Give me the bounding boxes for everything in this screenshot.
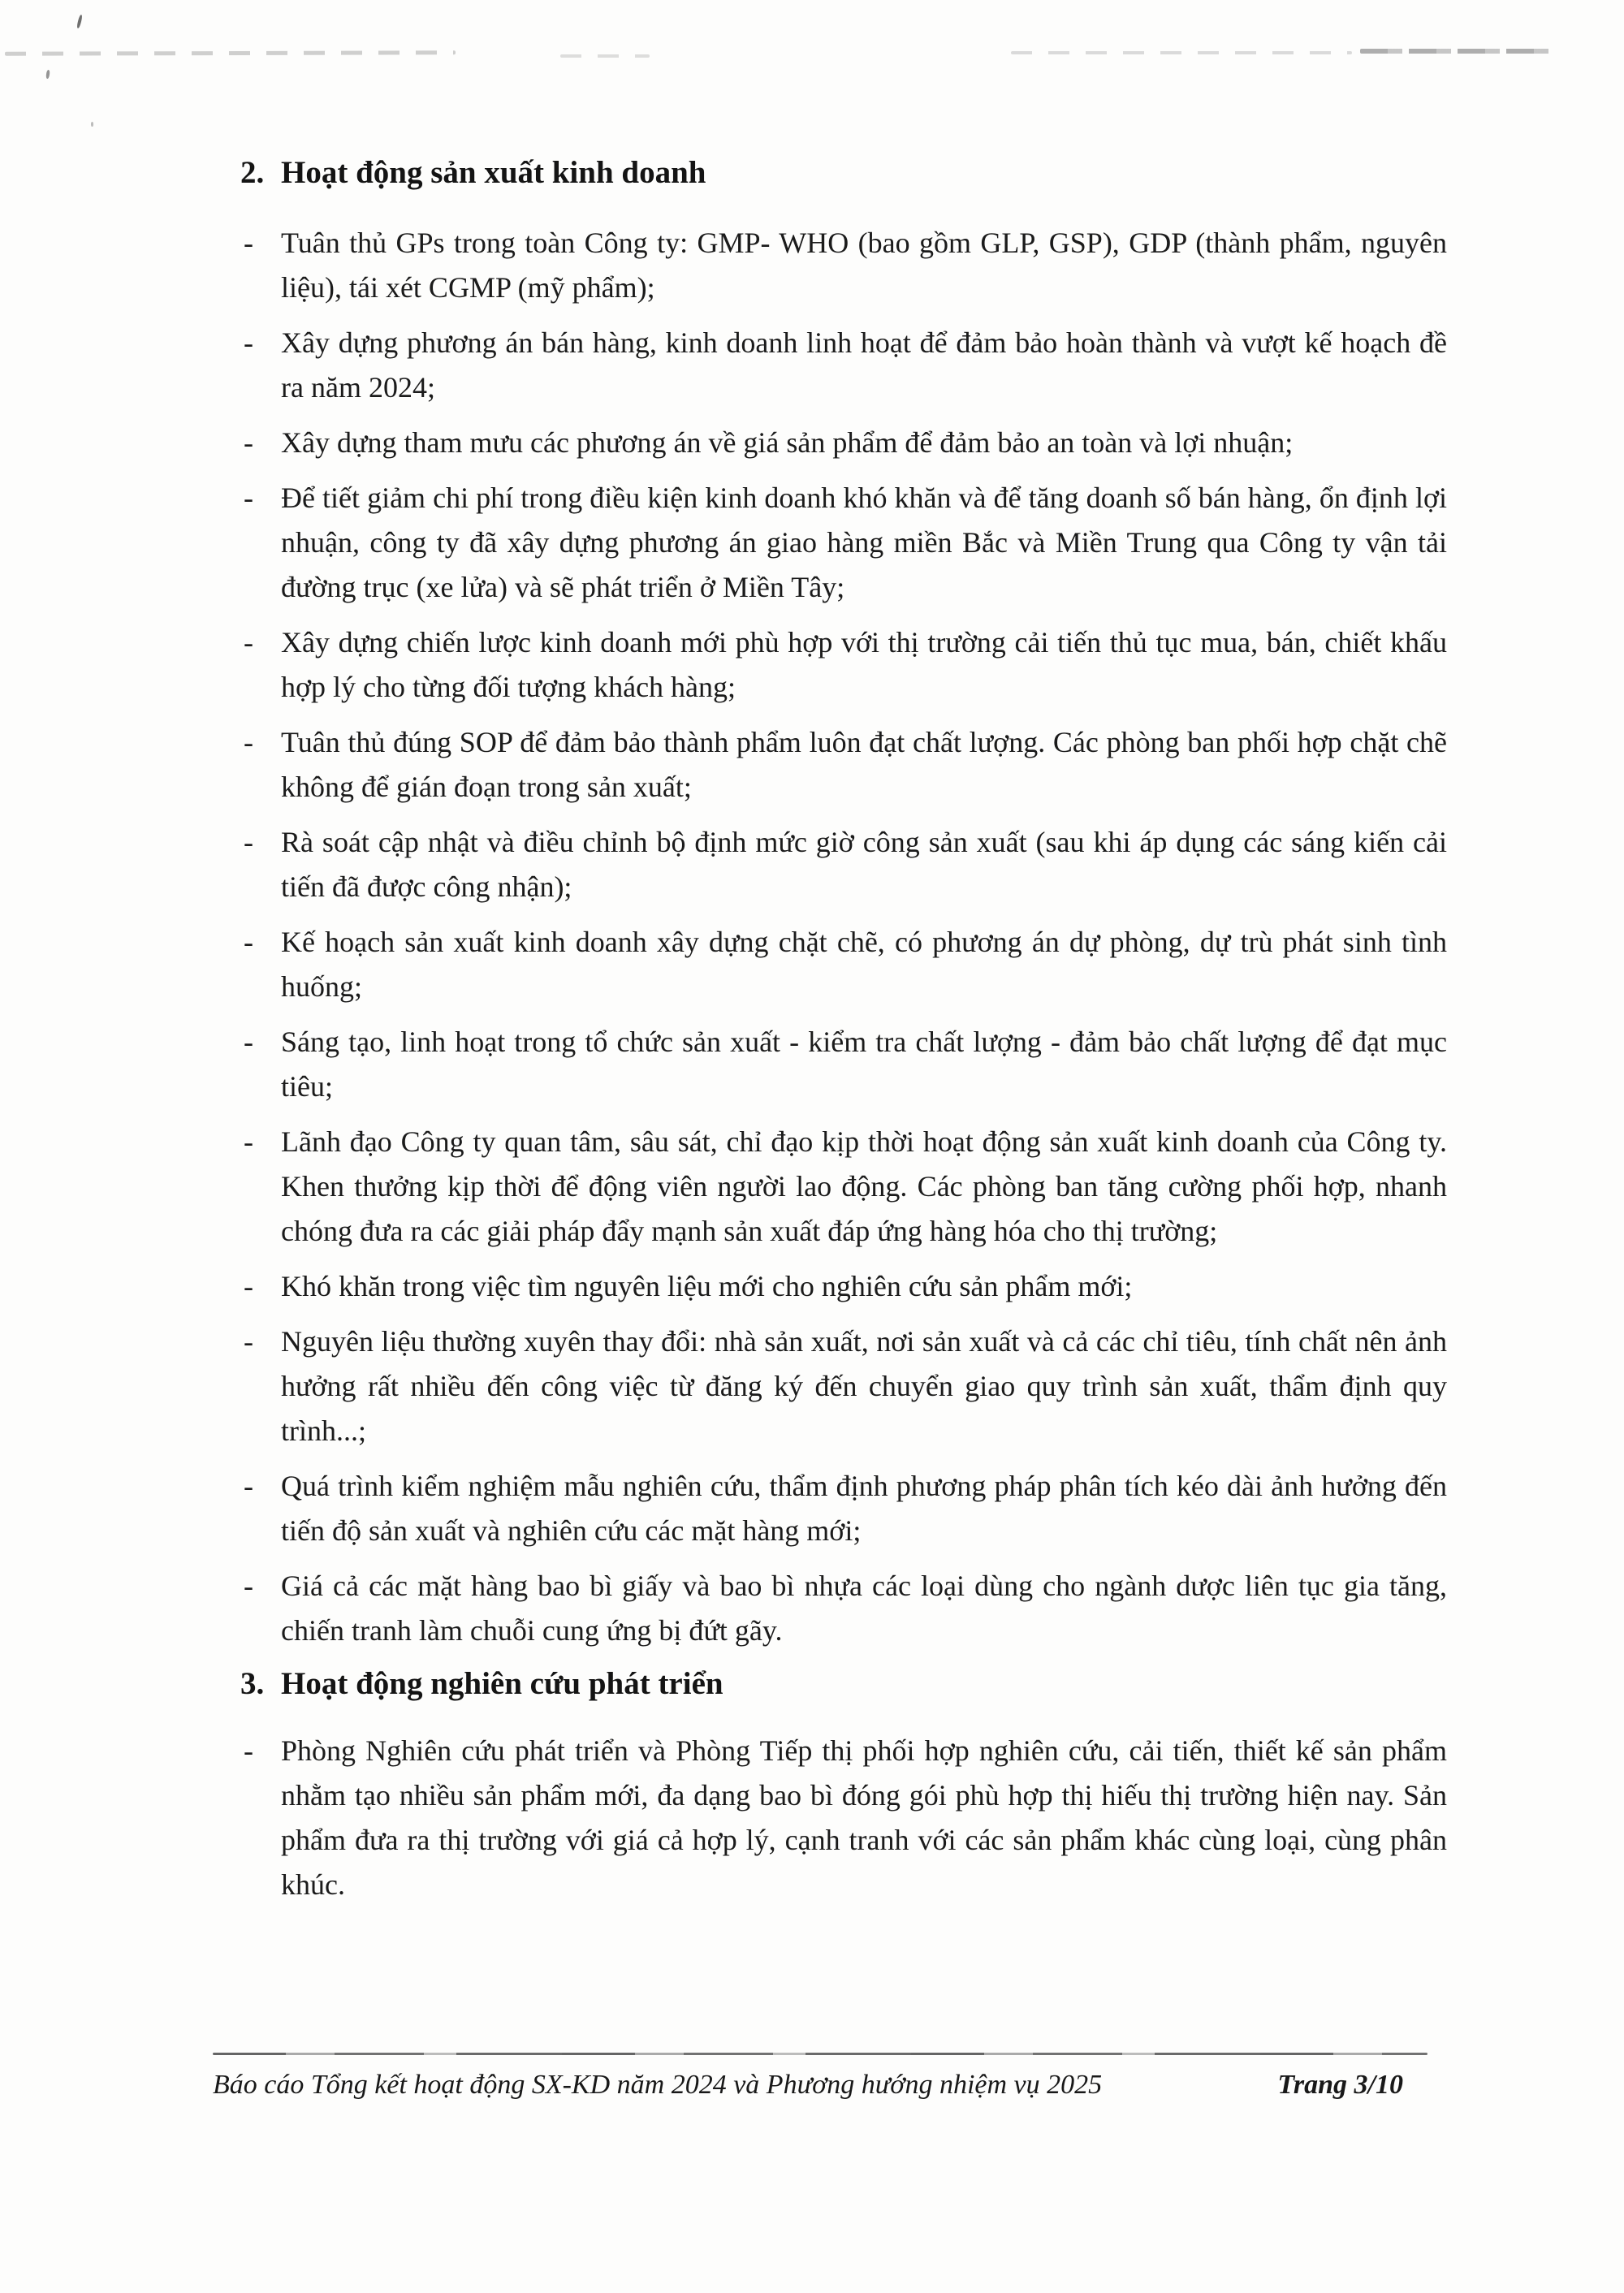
list-item-text: Xây dựng tham mưu các phương án về giá sản phẩm để đảm bảo an toàn và lợi nhuận; [281,426,1294,459]
bullet-dash: - [244,1734,253,1767]
document-body [240,153,1447,1918]
list-item [240,1464,1447,1553]
page-footer [213,2067,1427,2103]
list-item-text: Sáng tạo, linh hoạt trong tổ chức sản xuất - kiểm tra chất lượng - đảm bảo chất lượng để đạt mục tiêu; [281,1026,1447,1103]
scanner-artifact-streak [1011,51,1352,54]
list-item-text: Kế hoạch sản xuất kinh doanh xây dựng chặt chẽ, có phương án dự phòng, dự trù phát sinh tình huống; [281,926,1447,1003]
bullet-dash: - [244,1026,253,1058]
bullet-dash: - [244,926,253,958]
section-heading-2 [240,153,1447,193]
bullet-dash: - [244,1325,253,1358]
list-item [240,421,1447,465]
list-item-text: Rà soát cập nhật và điều chỉnh bộ định mức giờ công sản xuất (sau khi áp dụng các sáng kiến cải tiến đã được công nhận); [281,826,1447,903]
list-item [240,1319,1447,1453]
section-3-list [240,1729,1447,1907]
list-item-text: Tuân thủ đúng SOP để đảm bảo thành phẩm luôn đạt chất lượng. Các phòng ban phối hợp chặt chẽ không để gián đoạn trong sản xuất; [281,726,1447,803]
bullet-dash: - [244,1270,253,1302]
scanner-artifact-streak [5,50,456,55]
footer-page-number: Trang 3/10 [1277,2070,1403,2100]
list-item [240,820,1447,909]
bullet-dash: - [244,326,253,359]
bullet-dash: - [244,426,253,459]
list-item [240,920,1447,1009]
section-3-title: Hoạt động nghiên cứu phát triển [281,1666,723,1701]
list-item [240,1020,1447,1109]
scanner-artifact-speck [91,122,93,127]
list-item [240,1564,1447,1653]
list-item-text: Lãnh đạo Công ty quan tâm, sâu sát, chỉ đạo kịp thời hoạt động sản xuất kinh doanh của Công ty. Khen thưởng kịp thời để động viên người lao động. Các phòng ban tăng cường phối hợp, nhanh chóng đưa ra các giải pháp đẩy mạnh sản xuất đáp ứng hàng hóa cho thị trường; [281,1125,1447,1247]
section-2-number: 2. [240,155,265,190]
list-item [240,720,1447,810]
list-item-text: Phòng Nghiên cứu phát triển và Phòng Tiếp thị phối hợp nghiên cứu, cải tiến, thiết kế sản phẩm nhằm tạo nhiều sản phẩm mới, đa dạng bao bì đóng gói phù hợp thị hiếu thị trường hiện nay. Sản phẩm đưa ra thị trường với giá cả hợp lý, cạnh tranh với các sản phẩm khác cùng loại, cùng phân khúc. [281,1734,1447,1901]
section-2-list [240,221,1447,1653]
list-item [240,620,1447,710]
footer-document-title: Báo cáo Tổng kết hoạt động SX-KD năm 2024 và Phương hướng nhiệm vụ 2025 [213,2070,1103,2100]
section-3-number: 3. [240,1666,265,1701]
scanner-artifact-streak [560,54,650,58]
list-item [240,221,1447,310]
section-heading-3 [240,1664,1447,1704]
bullet-dash: - [244,726,253,758]
bullet-dash: - [244,1125,253,1158]
list-item [240,1264,1447,1309]
scanner-artifact-streak [1360,49,1551,54]
bullet-dash: - [244,826,253,858]
list-item [240,321,1447,410]
list-item-text: Giá cả các mặt hàng bao bì giấy và bao bì nhựa các loại dùng cho ngành dược liên tục gia tăng, chiến tranh làm chuỗi cung ứng bị đứt gãy. [281,1570,1447,1647]
bullet-dash: - [244,1470,253,1502]
footer-divider [213,2053,1427,2055]
bullet-dash: - [244,626,253,659]
list-item-text: Tuân thủ GPs trong toàn Công ty: GMP- WHO (bao gồm GLP, GSP), GDP (thành phẩm, nguyên liệu), tái xét CGMP (mỹ phẩm); [281,227,1447,304]
section-2-title: Hoạt động sản xuất kinh doanh [281,155,706,190]
list-item [240,1729,1447,1907]
list-item-text: Quá trình kiểm nghiệm mẫu nghiên cứu, thẩm định phương pháp phân tích kéo dài ảnh hưởng đến tiến độ sản xuất và nghiên cứu các mặt hàng mới; [281,1470,1447,1547]
bullet-dash: - [244,1570,253,1602]
list-item-text: Xây dựng chiến lược kinh doanh mới phù hợp với thị trường cải tiến thủ tục mua, bán, chiết khấu hợp lý cho từng đối tượng khách hàng; [281,626,1447,703]
scanner-artifact-speck [76,15,83,28]
list-item [240,476,1447,610]
list-item-text: Xây dựng phương án bán hàng, kinh doanh linh hoạt để đảm bảo hoàn thành và vượt kế hoạch đề ra năm 2024; [281,326,1447,404]
list-item [240,1120,1447,1254]
bullet-dash: - [244,227,253,259]
bullet-dash: - [244,481,253,514]
scanner-artifact-speck [45,70,50,79]
list-item-text: Để tiết giảm chi phí trong điều kiện kinh doanh khó khăn và để tăng doanh số bán hàng, ổn định lợi nhuận, công ty đã xây dựng phương án giao hàng miền Bắc và Miền Trung qua Công ty vận tải đường trục (xe lửa) và sẽ phát triển ở Miền Tây; [281,481,1447,603]
list-item-text: Khó khăn trong việc tìm nguyên liệu mới cho nghiên cứu sản phẩm mới; [281,1270,1133,1302]
list-item-text: Nguyên liệu thường xuyên thay đổi: nhà sản xuất, nơi sản xuất và cả các chỉ tiêu, tính chất nên ảnh hưởng rất nhiều đến công việc từ đăng ký đến chuyển giao quy trình sản xuất, thẩm định quy trình...; [281,1325,1447,1447]
